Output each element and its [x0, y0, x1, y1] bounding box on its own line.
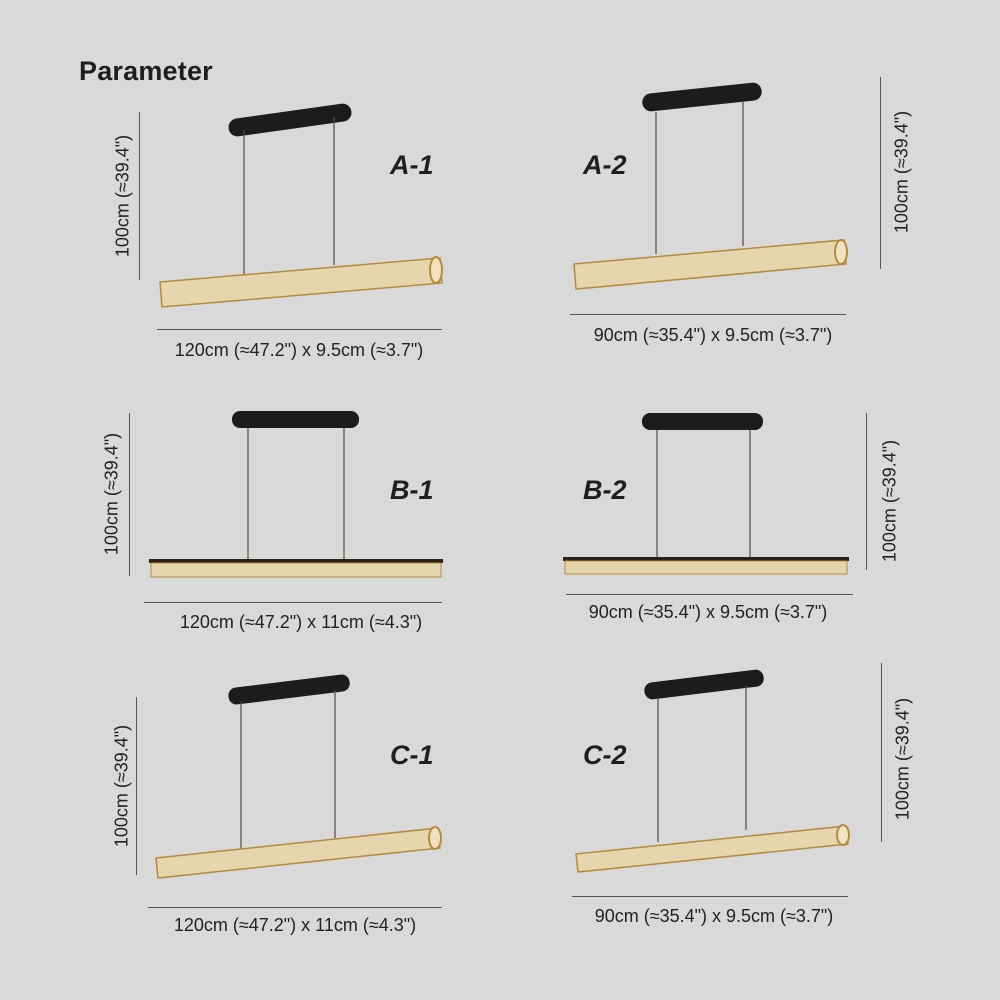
- page-title: Parameter: [79, 56, 213, 86]
- width-label: 90cm (≈35.4") x 9.5cm (≈3.7"): [594, 906, 834, 926]
- product-code: A-2: [583, 150, 627, 180]
- product-code: B-1: [390, 475, 434, 505]
- product-code: C-1: [390, 740, 434, 770]
- height-label: 100cm (≈39.4"): [101, 432, 122, 556]
- width-label: 120cm (≈47.2") x 11cm (≈4.3"): [179, 612, 423, 632]
- height-label: 100cm (≈39.4"): [111, 724, 132, 848]
- product-code: A-1: [390, 150, 434, 180]
- width-label: 120cm (≈47.2") x 11cm (≈4.3"): [173, 915, 417, 935]
- width-label: 90cm (≈35.4") x 9.5cm (≈3.7"): [588, 602, 828, 622]
- height-label: 100cm (≈39.4"): [892, 697, 913, 821]
- width-label: 90cm (≈35.4") x 9.5cm (≈3.7"): [593, 325, 833, 345]
- width-label: 120cm (≈47.2") x 9.5cm (≈3.7"): [174, 340, 424, 360]
- height-label: 100cm (≈39.4"): [112, 134, 133, 258]
- product-code: B-2: [583, 475, 627, 505]
- height-label: 100cm (≈39.4"): [891, 110, 912, 234]
- height-label: 100cm (≈39.4"): [879, 439, 900, 563]
- product-code: C-2: [583, 740, 627, 770]
